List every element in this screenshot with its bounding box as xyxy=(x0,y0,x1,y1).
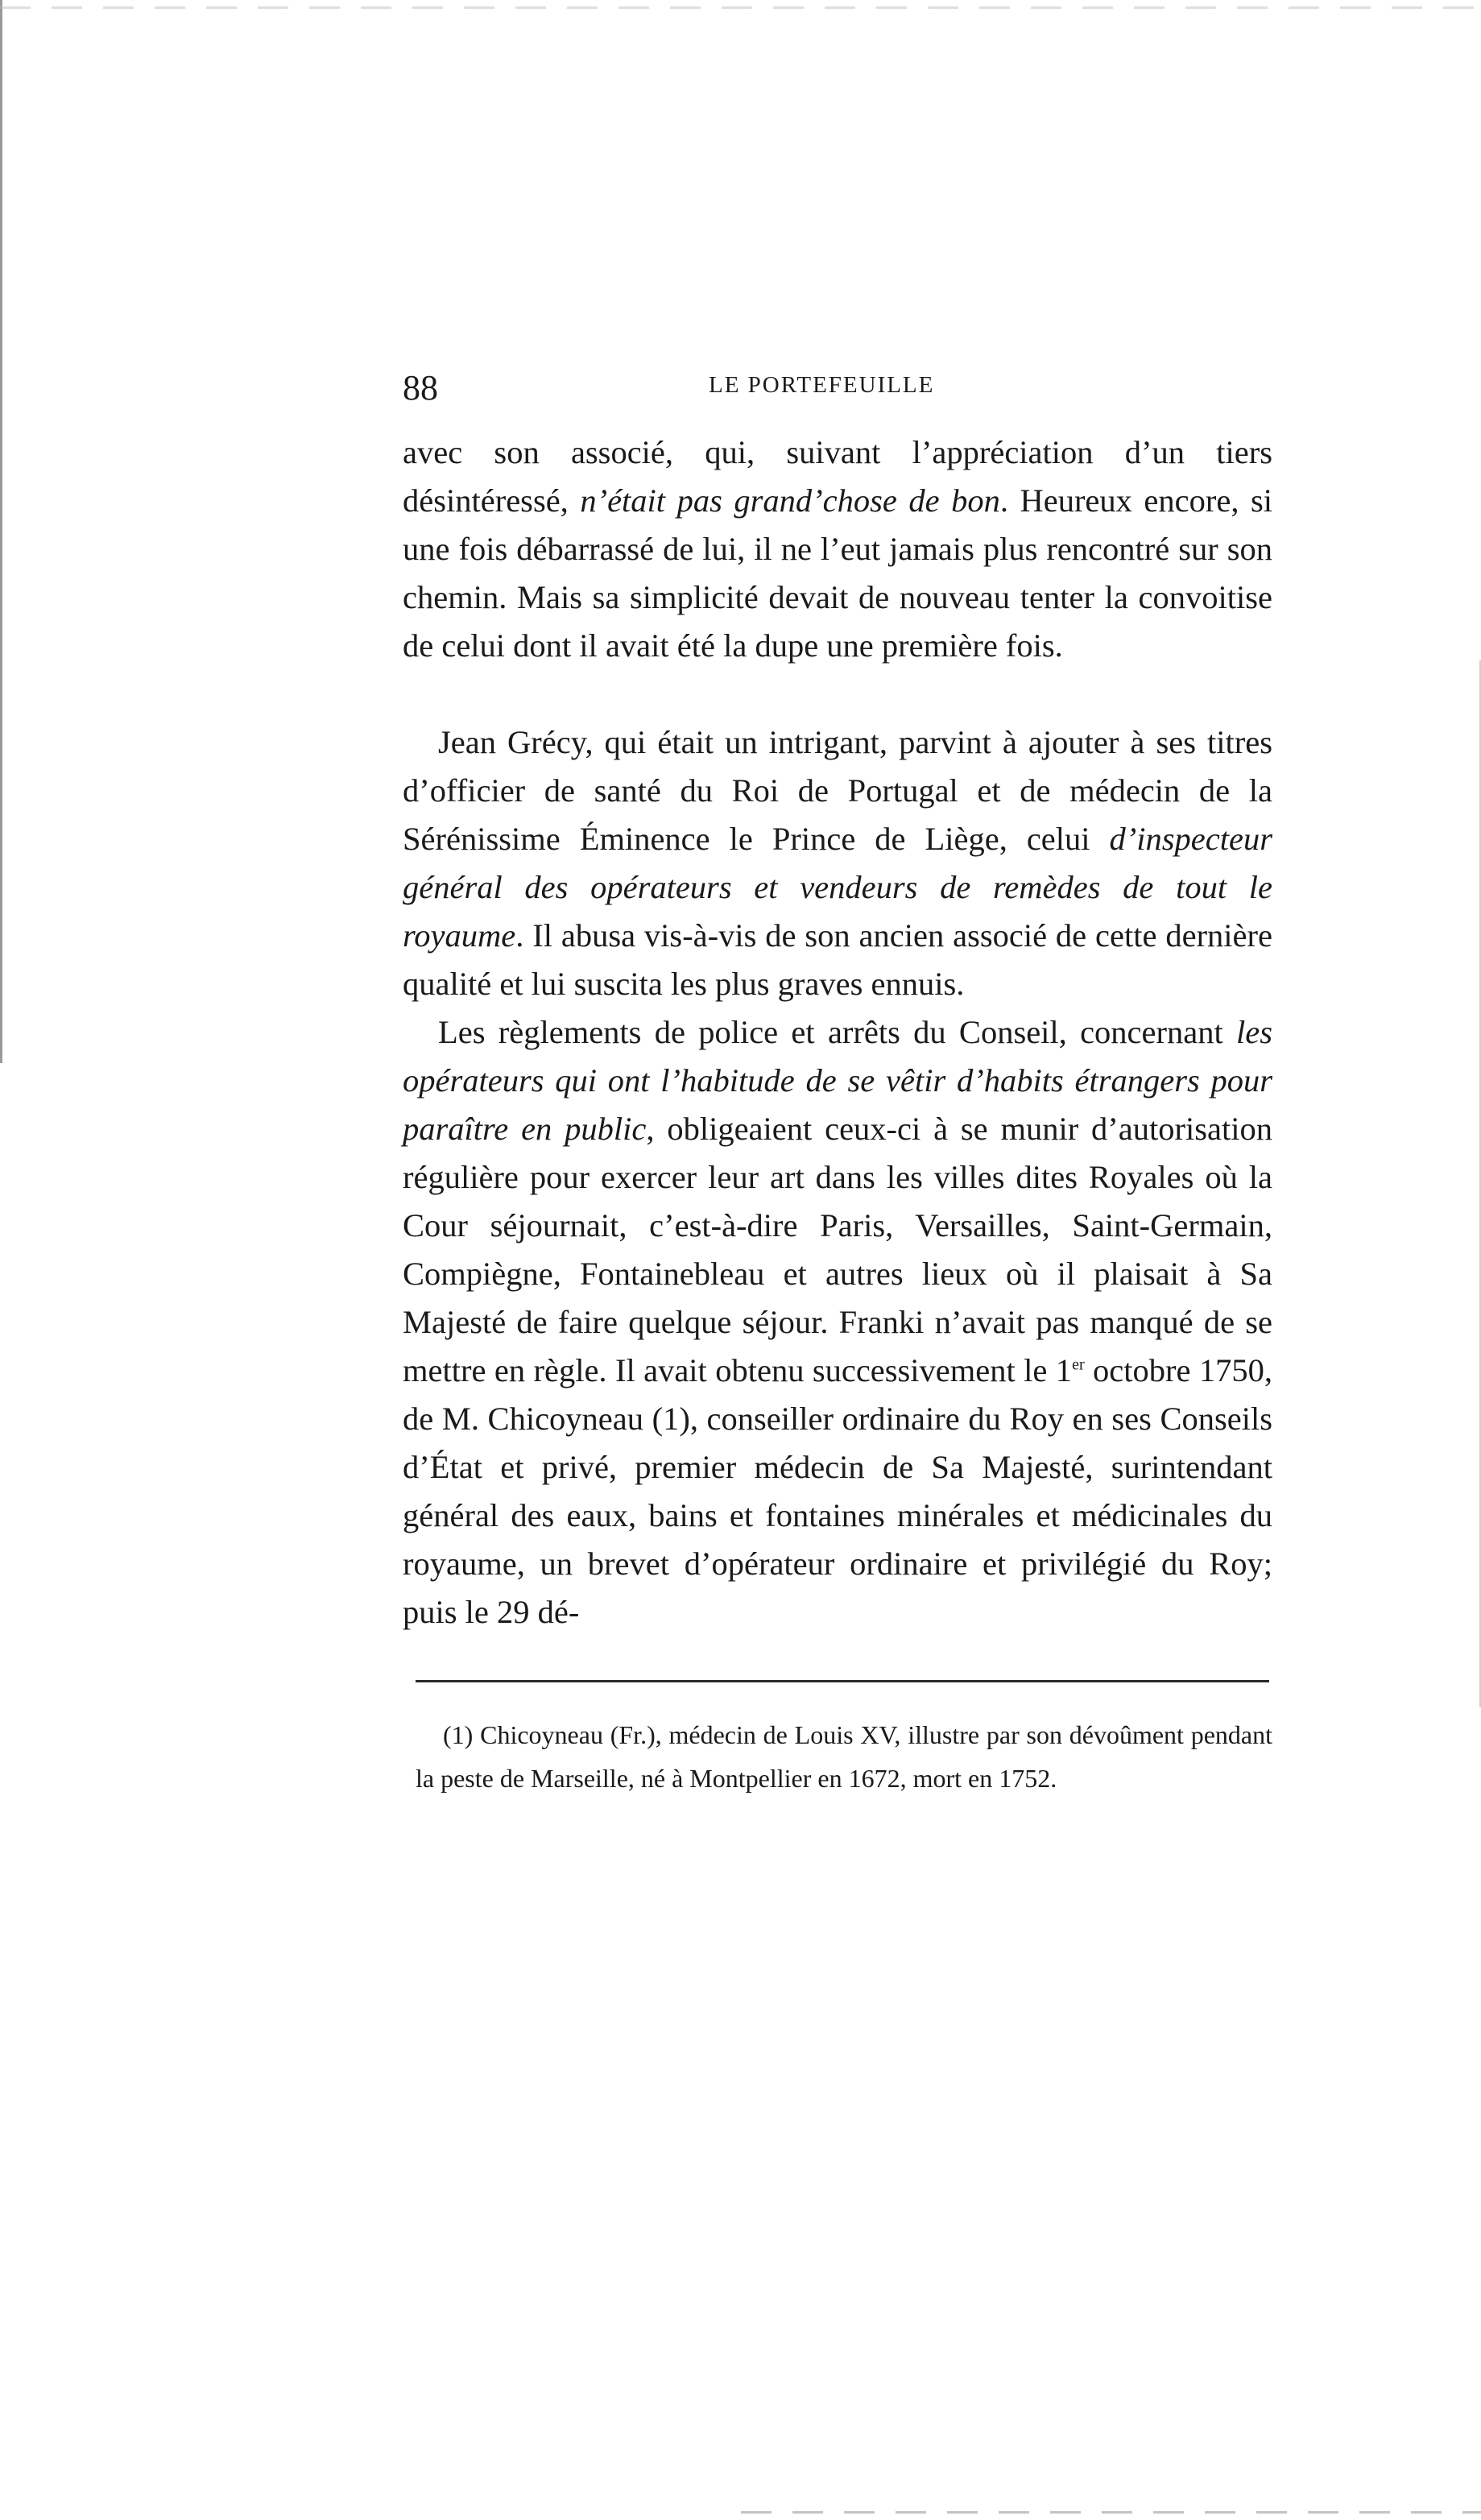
footnote xyxy=(416,1713,1272,1800)
paragraph-3-text-c: octobre 1750, de M. Chicoyneau (1), conseiller ordinaire du Roy en ses Conseils d’État et privé, premier médecin de Sa Majesté, surintendant général des eaux, bains et fontaines minérales et médicinales du royaume, un brevet d’opérateur ordinaire et privilégié du Roy; puis le 29 dé- xyxy=(403,1352,1272,1630)
paragraph-1-italic: n’était pas grand’chose de bon xyxy=(580,482,1000,519)
paragraph-1 xyxy=(403,428,1272,670)
scan-dash-bottom xyxy=(741,2511,1481,2514)
paragraph-2-italic: d’inspecteur général des opérateurs et vendeurs de remèdes de tout le royaume xyxy=(403,821,1272,954)
paragraph-3-italic: les opérateurs qui ont l’habitude de se vêtir d’habits étrangers pour paraître en public xyxy=(403,1014,1272,1147)
paragraph-3-text-b: , obligeaient ceux-ci à se munir d’autorisation régulière pour exercer leur art dans les villes dites Royales où la Cour séjournait, c’est-à-dire Paris, Versailles, Saint-Germain, Compiègne, Fontainebleau et autres lieux où il plaisait à Sa Majesté de faire quelque séjour. Franki n’avait pas manqué de se mettre en règle. Il avait obtenu successivement le 1 xyxy=(403,1111,1272,1388)
page-number: 88 xyxy=(403,368,438,408)
body-text xyxy=(403,428,1272,1637)
paragraph-1-text-a: avec son associé, qui, suivant l’appréciation d’un tiers désintéressé, xyxy=(403,434,1272,519)
ordinal-superscript: er xyxy=(1072,1355,1085,1374)
running-head xyxy=(403,367,1272,424)
footnote-rule xyxy=(416,1680,1269,1682)
footnote-text: (1) Chicoyneau (Fr.), médecin de Louis XV, illustre par son dévoûment pendant la peste de Marseille, né à Montpellier en 1672, mort en 1752. xyxy=(416,1720,1272,1793)
paragraph-2-text-a: Jean Grécy, qui était un intrigant, parvint à ajouter à ses titres d’officier de santé du Roi de Portugal et de médecin de la Sérénissime Éminence le Prince de Liège, celui xyxy=(403,724,1272,857)
paragraph-3-text-a: Les règlements de police et arrêts du Conseil, concernant xyxy=(438,1014,1236,1050)
paragraph-3 xyxy=(403,1008,1272,1637)
paragraph-1-text-b: . Heureux encore, si une fois débarrassé de lui, il ne l’eut jamais plus rencontré sur son chemin. Mais sa simplicité devait de nouveau tenter la convoitise de celui dont il avait été la dupe une première fois. xyxy=(403,482,1272,664)
running-title: LE PORTEFEUILLE xyxy=(709,372,935,398)
scan-dash-top xyxy=(0,6,1481,9)
book-page xyxy=(403,367,1272,1800)
scan-edge-left xyxy=(0,0,2,1063)
paragraph-2-text-b: . Il abusa vis-à-vis de son ancien associé de cette dernière qualité et lui suscita les plus graves ennuis. xyxy=(403,917,1272,1002)
paragraph-2 xyxy=(403,718,1272,1008)
